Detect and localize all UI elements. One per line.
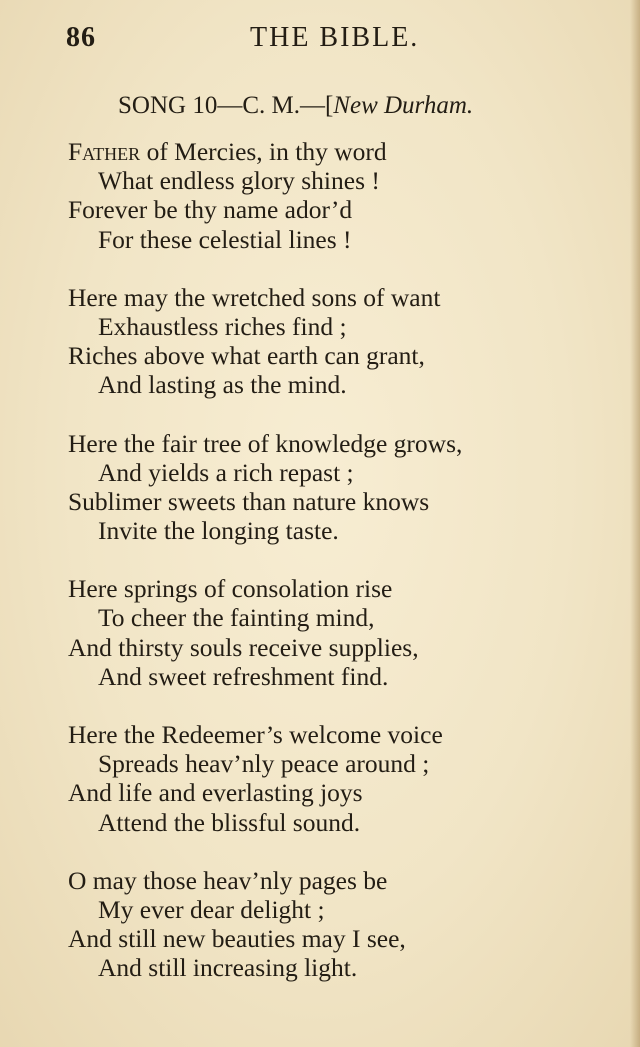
verse-line: Spreads heav’nly peace around ; [98,749,430,779]
verse-line: And sweet refreshment find. [98,661,389,691]
verse-line: Exhaustless riches find ; [98,311,347,341]
verse-line: What endless glory shines ! [98,166,380,196]
page-edge-shadow [630,0,640,1047]
song-number-meter: SONG 10—C. M.—[ [118,92,334,119]
verse-line [68,137,628,166]
verse-line: To cheer the fainting mind, [98,603,375,633]
page-header [0,22,640,58]
verse-line: And lasting as the mind. [98,370,347,400]
verse-line: And life and everlasting joys [68,778,363,808]
running-title: THE BIBLE. [250,22,420,53]
verse-line: Here the fair tree of knowledge grows, [68,428,463,458]
verse-line: Riches above what earth can grant, [68,341,425,371]
verse-line: Forever be thy name ador’d [68,195,353,225]
verse-line: And still increasing light. [98,953,358,983]
verse-line: O may those heav’nly pages be [68,865,388,895]
verse-line: My ever dear delight ; [98,894,325,924]
verse-line: Here springs of consolation rise [68,574,393,604]
verse-line-text: of Mercies, in thy word [140,137,387,166]
verse-line: Attend the blissful sound. [98,807,361,837]
tune-name: New Durham. [333,92,474,119]
stanza [68,429,628,546]
stanza [68,137,628,254]
verse-line: For these celestial lines ! [98,224,352,254]
verse-line: Here the Redeemer’s welcome voice [68,720,443,749]
stanza [68,720,628,837]
verse-line: And still new beauties may I see, [68,924,406,954]
verse-line: And thirsty souls receive supplies, [68,632,419,662]
hymn-text [68,137,628,1012]
verse-line: Invite the longing taste. [98,516,339,546]
stanza [68,574,628,691]
verse-line: And yields a rich repast ; [98,457,354,487]
stanza [68,283,628,400]
song-heading [118,92,473,120]
verse-line: Sublimer sweets than nature knows [68,486,430,516]
verse-line: Here may the wretched sons of want [68,282,441,312]
stanza [68,866,628,983]
page-number: 86 [66,22,96,53]
first-word: Father [68,137,141,166]
